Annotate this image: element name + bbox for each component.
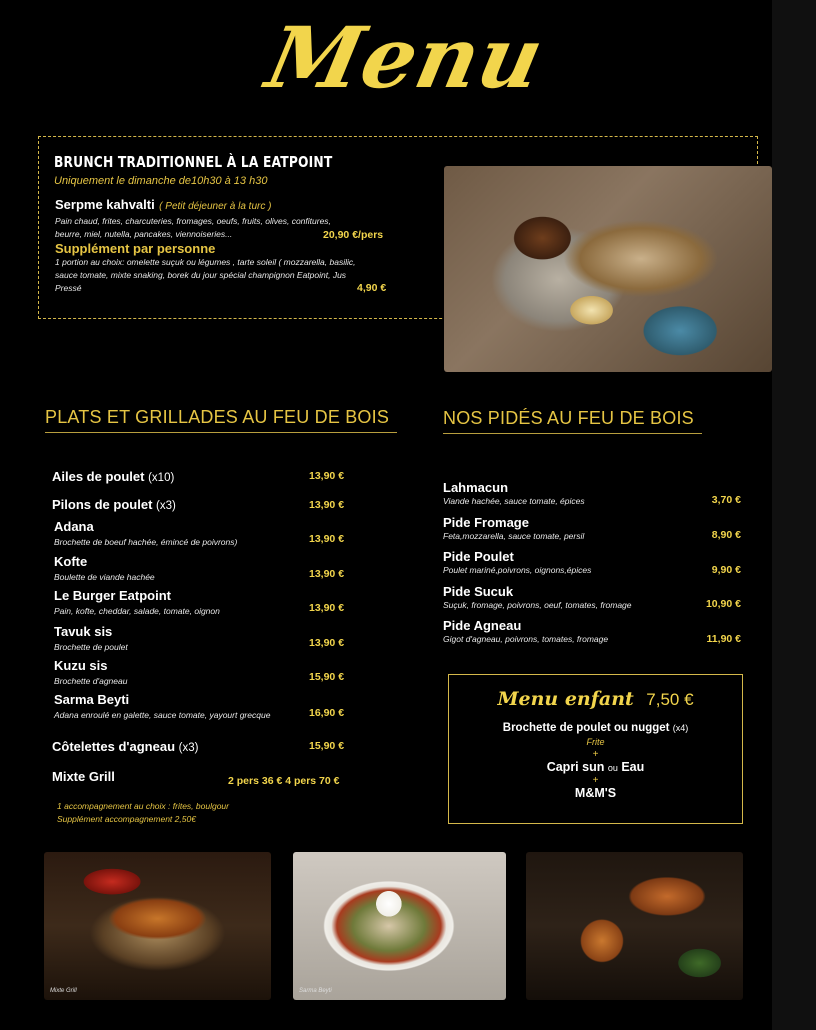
item-description: Pain, kofte, cheddar, salade, tomate, oignon	[54, 606, 220, 616]
item-name: Kofte	[54, 554, 88, 569]
item-name: Lahmacun	[443, 480, 509, 495]
accompaniment-note	[57, 800, 229, 826]
enfant-side: Frite	[586, 737, 605, 747]
menu-item	[54, 518, 237, 549]
menu-title: Menu	[258, 8, 553, 107]
pide-item	[443, 618, 608, 646]
menu-enfant-title: Menu enfant	[497, 688, 634, 710]
pide-item	[443, 549, 591, 577]
menu-item	[54, 553, 155, 584]
item-name: Supplément par personne	[55, 241, 216, 256]
item-name: Serpme kahvalti	[55, 197, 155, 212]
item-name: Ailes de poulet (x10)	[52, 469, 175, 484]
item-name: Sarma Beyti	[54, 692, 130, 707]
brunch-item-supplement	[55, 241, 355, 295]
item-price: 11,90 €	[706, 633, 741, 645]
menu-item	[54, 623, 128, 654]
item-name: Le Burger Eatpoint	[54, 588, 172, 603]
plus-sign: +	[592, 775, 599, 786]
item-description: Poulet mariné,poivrons, oignons,épices	[443, 565, 592, 575]
section-heading-plats: PLATS ET GRILLADES AU FEU DE BOIS	[45, 407, 397, 433]
item-price: 10,90 €	[705, 598, 741, 610]
item-name: Pide Poulet	[443, 549, 514, 564]
item-quantity: (x3)	[156, 500, 176, 512]
item-price: 13,90 €	[309, 568, 345, 580]
item-price: 3,70 €	[711, 494, 741, 506]
item-name: Mixte Grill	[52, 769, 115, 784]
menu-item	[52, 738, 198, 756]
item-description: Brochette de poulet	[54, 642, 128, 652]
menu-item	[54, 657, 127, 688]
item-description: Brochette de boeuf hachée, émincé de poivrons)	[54, 537, 238, 547]
pide-item	[443, 480, 585, 508]
menu-item	[54, 587, 220, 618]
item-price: 9,90 €	[711, 564, 741, 576]
item-price: 15,90 €	[309, 740, 345, 752]
menu-enfant-price: 7,50 €	[646, 690, 694, 709]
photo-caption: Mixte Grill	[50, 988, 77, 994]
menu-item	[52, 468, 174, 486]
item-description: Viande hachée, sauce tomate, épices	[443, 496, 585, 506]
item-name: Pide Sucuk	[443, 584, 514, 599]
item-name: Pilons de poulet (x3)	[52, 497, 176, 512]
menu-item	[54, 691, 270, 722]
item-description: Adana enroulé en galette, sauce tomate, yayourt grecque	[54, 710, 271, 720]
item-price: 13,90 €	[309, 602, 345, 614]
item-quantity: (x10)	[148, 472, 175, 484]
menu-enfant-header	[448, 688, 743, 710]
sarma-beyti-photo	[293, 852, 506, 1000]
enfant-drink-b: Eau	[621, 760, 645, 774]
section-heading-pides: NOS PIDÉS AU FEU DE BOIS	[443, 408, 702, 434]
brunch-subtitle: Uniquement le dimanche de10h30 à 13 h30	[54, 175, 268, 187]
item-price: 20,90 €/pers	[323, 229, 384, 241]
photo-caption: Sarma Beyti	[299, 988, 332, 994]
page-edge	[772, 0, 816, 1030]
menu-item	[52, 768, 115, 786]
accompaniment-line: 1 accompagnement au choix : frites, boulgour	[57, 801, 229, 811]
brunch-item-serpme	[55, 196, 355, 241]
item-price: 16,90 €	[309, 707, 345, 719]
pide-photo	[526, 852, 743, 1000]
item-description: Suçuk, fromage, poivrons, oeuf, tomates, fromage	[443, 600, 632, 610]
item-price: 13,90 €	[309, 470, 345, 482]
item-price: 4,90 €	[357, 282, 387, 294]
mixte-grill-photo	[44, 852, 271, 1000]
enfant-drink-or: ou	[607, 763, 618, 773]
pide-item	[443, 584, 632, 612]
enfant-dessert: M&M'S	[574, 786, 617, 800]
item-quantity: (x3)	[178, 742, 199, 754]
item-price: 13,90 €	[309, 499, 345, 511]
item-name: Pide Agneau	[443, 618, 522, 633]
item-description: Gigot d'agneau, poivrons, tomates, fromage	[443, 634, 609, 644]
item-description: Pain chaud, frites, charcuteries, fromages, oeufs, fruits, olives, confitures, beurre, miel, nutella, pancakes, viennoiseries...	[55, 216, 331, 239]
enfant-drink-a: Capri sun	[546, 760, 605, 774]
item-name: Côtelettes d'agneau (x3)	[52, 739, 199, 754]
item-description: Boulette de viande hachée	[54, 572, 155, 582]
item-price: 8,90 €	[711, 529, 741, 541]
pide-item	[443, 515, 584, 543]
enfant-main: Brochette de poulet ou nugget	[502, 722, 670, 734]
item-price: 13,90 €	[309, 637, 345, 649]
menu-item	[52, 496, 176, 514]
accompaniment-supplement: Supplément accompagnement 2,50€	[57, 814, 196, 824]
plus-sign: +	[592, 749, 599, 760]
brunch-photo	[444, 166, 772, 372]
enfant-main-qty: (x4)	[672, 723, 689, 733]
item-description: Feta,mozzarella, sauce tomate, persil	[443, 531, 585, 541]
item-description: Brochette d'agneau	[54, 676, 128, 686]
brunch-title: BRUNCH TRADITIONNEL À LA EATPOINT	[54, 153, 333, 171]
item-name: Adana	[54, 519, 94, 534]
item-price: 13,90 €	[309, 533, 345, 545]
item-name: Kuzu sis	[54, 658, 108, 673]
menu-enfant-content	[448, 721, 743, 800]
item-note: ( Petit déjeuner à la turc )	[159, 201, 272, 212]
item-price: 15,90 €	[309, 671, 345, 683]
item-price: 2 pers 36 € 4 pers 70 €	[228, 775, 340, 787]
item-name: Pide Fromage	[443, 515, 529, 530]
item-description: 1 portion au choix: omelette suçuk ou légumes , tarte soleil ( mozzarella, basilic, sauce tomate, mixte snaking, borek du jour spécial champignon Eatpoint, Jus Pressé	[55, 257, 356, 293]
item-name: Tavuk sis	[54, 624, 113, 639]
